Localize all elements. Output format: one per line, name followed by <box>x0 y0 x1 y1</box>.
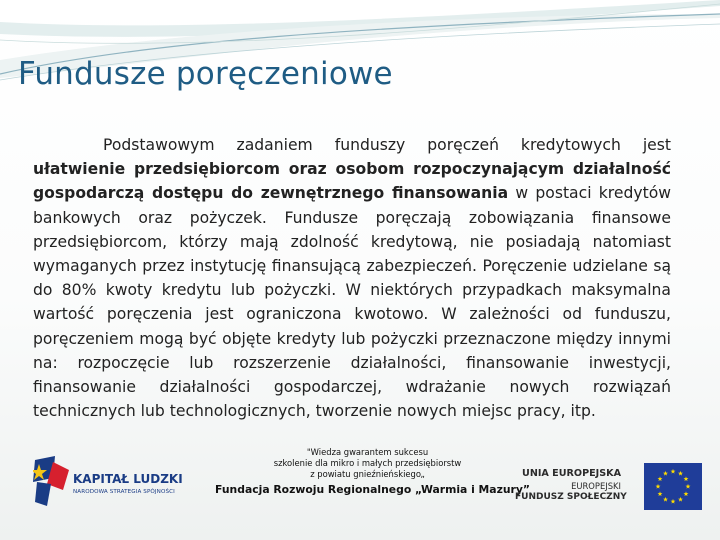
eu-line-3: FUNDUSZ SPOŁECZNY <box>515 492 627 502</box>
paragraph-rest: w postaci kredytów bankowych oraz pożyczek. Fundusze poręczają zobowiązania finansowe przedsiębiorcom, którzy mają zdolność kredytową, nie posiadają natomiast wymaganych przez instytucję finansującą zabezpieczeń. Poręczenie udzielane są do 80% kwoty kredytu lub pożyczki. W niektórych przypadkach maksymalna wartość poręczenia jest ograniczona kwotowo. W zależności od funduszu, poręczeniem mogą być objęte kredyty lub pożyczki przeznaczone między innymi na: rozpoczęcie lub rozszerzenie działalności, finansowanie inwestycji, finansowanie działalności gospodarczej, wdrażanie nowych rozwiązań technicznych lub technologicznych, tworzenie nowych miejsc pracy, itp. <box>33 184 671 421</box>
kapital-ludzki-subtitle: NARODOWA STRATEGIA SPÓJNOŚCI <box>73 489 175 495</box>
project-line-3: z powiatu gnieźnieńskiego„ <box>310 469 425 479</box>
kapital-ludzki-flag-icon <box>33 456 69 508</box>
organization-name: Fundacja Rozwoju Regionalnego „Warmia i Mazury” <box>215 483 531 496</box>
body-paragraph <box>33 133 671 423</box>
project-line-1: "Wiedza gwarantem sukcesu <box>306 447 429 457</box>
eu-line-2: EUROPEJSKI <box>571 481 621 491</box>
paragraph-lead: Podstawowym zadaniem funduszy poręczeń kredytowych jest <box>103 136 671 154</box>
slide-title: Fundusze poręczeniowe <box>18 56 393 92</box>
eu-flag-icon <box>644 463 702 510</box>
footer-project-info <box>215 447 531 496</box>
eu-logo <box>515 463 705 513</box>
kapital-ludzki-logo <box>33 456 208 508</box>
paragraph-bold-phrase: ułatwienie przedsiębiorcom oraz osobom rozpoczynającym działalność gospodarczą dostępu do zewnętrznego finansowania <box>33 160 671 203</box>
project-line-2: szkolenie dla mikro i małych przedsiębiorstw <box>273 458 462 468</box>
kapital-ludzki-name: KAPITAŁ LUDZKI <box>73 472 183 486</box>
decorative-header-swoosh <box>0 0 720 110</box>
eu-line-1: UNIA EUROPEJSKA <box>522 468 621 479</box>
